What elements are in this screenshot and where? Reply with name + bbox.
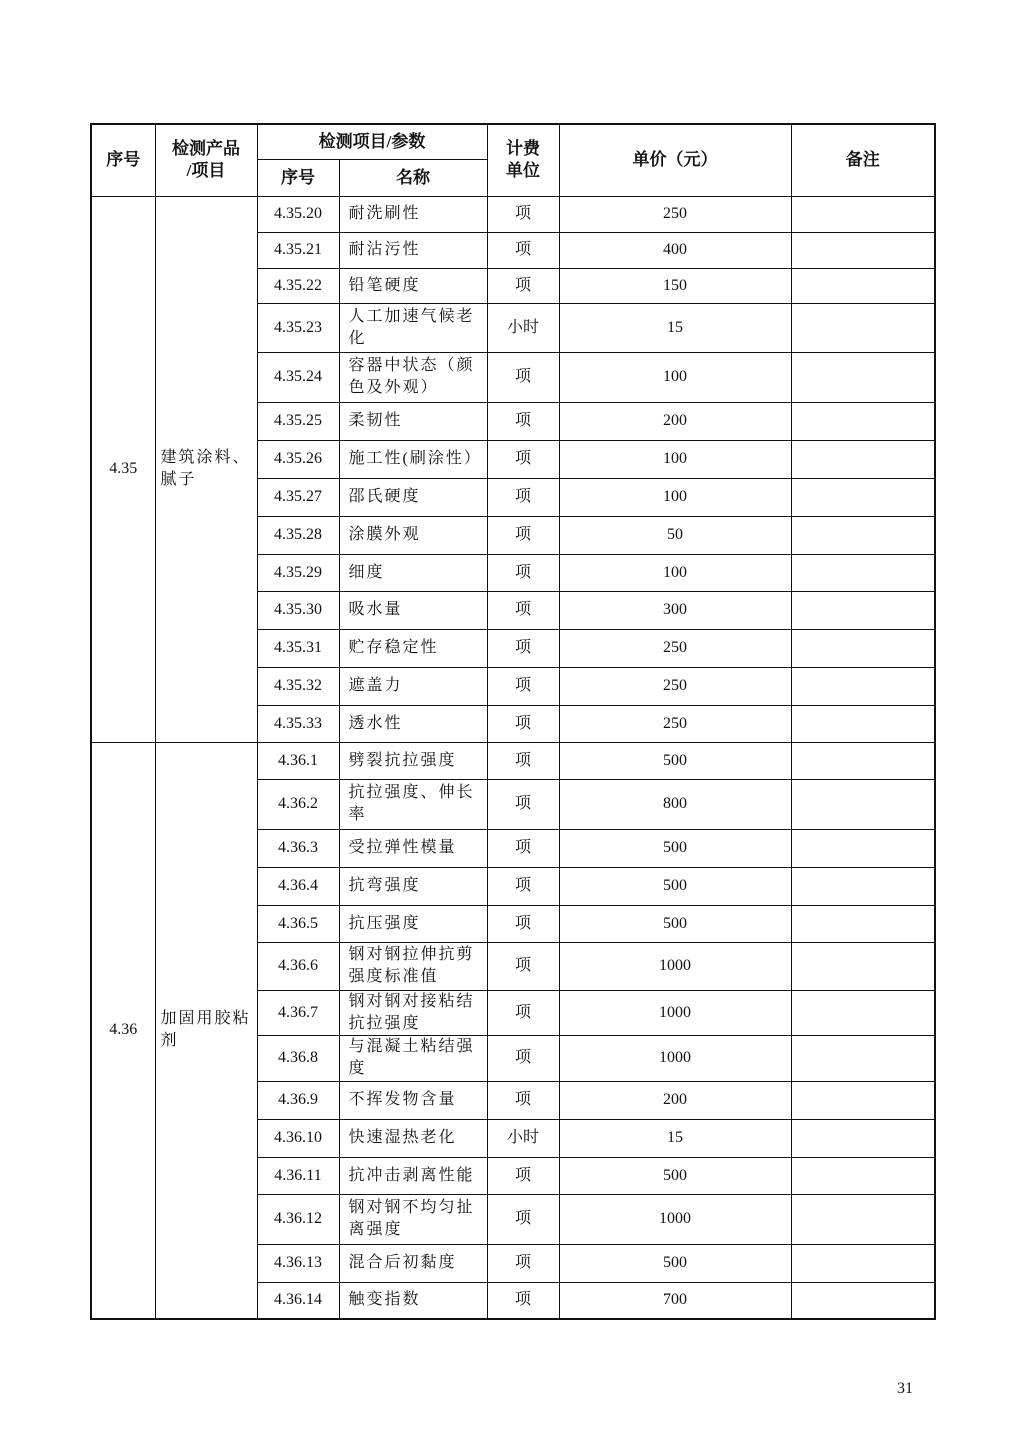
item-remark [791, 1244, 935, 1282]
item-name: 与混凝土粘结强度 [339, 1035, 487, 1081]
item-name: 遮盖力 [339, 667, 487, 705]
item-price: 500 [559, 1157, 791, 1194]
item-seq: 4.35.32 [257, 667, 339, 705]
header-item-group: 检测项目/参数 [257, 124, 487, 159]
item-unit: 小时 [487, 303, 559, 352]
header-remark: 备注 [791, 124, 935, 196]
page-number: 31 [897, 1380, 913, 1397]
item-price: 1000 [559, 942, 791, 990]
item-name: 钢对钢对接粘结抗拉强度 [339, 990, 487, 1035]
item-price: 700 [559, 1282, 791, 1319]
item-remark [791, 990, 935, 1035]
item-unit: 项 [487, 1035, 559, 1081]
item-unit: 项 [487, 1194, 559, 1244]
item-price: 300 [559, 591, 791, 629]
item-seq: 4.35.26 [257, 440, 339, 478]
header-seq: 序号 [91, 124, 155, 196]
item-price: 100 [559, 554, 791, 591]
item-name: 钢对钢拉伸抗剪强度标准值 [339, 942, 487, 990]
item-remark [791, 742, 935, 779]
item-unit: 项 [487, 629, 559, 667]
item-seq: 4.36.7 [257, 990, 339, 1035]
item-name: 耐沾污性 [339, 232, 487, 268]
item-unit: 项 [487, 352, 559, 402]
item-seq: 4.35.20 [257, 196, 339, 232]
item-remark [791, 478, 935, 516]
item-name: 抗压强度 [339, 905, 487, 942]
header-item-name: 名称 [339, 159, 487, 196]
item-remark [791, 867, 935, 905]
item-name: 抗冲击剥离性能 [339, 1157, 487, 1194]
item-name: 受拉弹性模量 [339, 829, 487, 867]
item-seq: 4.36.11 [257, 1157, 339, 1194]
item-seq: 4.35.30 [257, 591, 339, 629]
item-seq: 4.36.8 [257, 1035, 339, 1081]
item-remark [791, 1157, 935, 1194]
item-unit: 项 [487, 440, 559, 478]
item-seq: 4.35.24 [257, 352, 339, 402]
item-seq: 4.36.6 [257, 942, 339, 990]
item-remark [791, 667, 935, 705]
item-unit: 项 [487, 779, 559, 829]
item-name: 邵氏硬度 [339, 478, 487, 516]
item-unit: 项 [487, 1282, 559, 1319]
item-unit: 项 [487, 829, 559, 867]
item-name: 施工性(刷涂性） [339, 440, 487, 478]
item-unit: 项 [487, 990, 559, 1035]
item-unit: 项 [487, 591, 559, 629]
item-unit: 项 [487, 1081, 559, 1119]
item-seq: 4.35.27 [257, 478, 339, 516]
item-name: 铅笔硬度 [339, 268, 487, 303]
item-unit: 项 [487, 942, 559, 990]
group-product: 加固用胶粘剂 [155, 742, 257, 1319]
item-unit: 项 [487, 196, 559, 232]
item-seq: 4.35.21 [257, 232, 339, 268]
item-name: 快速湿热老化 [339, 1119, 487, 1157]
item-unit: 项 [487, 232, 559, 268]
item-unit: 项 [487, 516, 559, 554]
item-unit: 项 [487, 705, 559, 742]
item-remark [791, 268, 935, 303]
item-price: 1000 [559, 990, 791, 1035]
item-seq: 4.36.5 [257, 905, 339, 942]
item-unit: 项 [487, 268, 559, 303]
item-unit: 项 [487, 1157, 559, 1194]
item-unit: 项 [487, 905, 559, 942]
item-seq: 4.36.4 [257, 867, 339, 905]
item-remark [791, 591, 935, 629]
item-seq: 4.36.12 [257, 1194, 339, 1244]
item-remark [791, 402, 935, 440]
item-price: 800 [559, 779, 791, 829]
item-name: 贮存稳定性 [339, 629, 487, 667]
table-body [91, 196, 935, 1319]
item-remark [791, 829, 935, 867]
fee-table [90, 123, 936, 1320]
item-seq: 4.36.14 [257, 1282, 339, 1319]
item-price: 15 [559, 1119, 791, 1157]
item-price: 200 [559, 1081, 791, 1119]
group-seq: 4.36 [91, 742, 155, 1319]
table-row [91, 196, 935, 232]
item-name: 涂膜外观 [339, 516, 487, 554]
item-price: 500 [559, 742, 791, 779]
item-seq: 4.35.31 [257, 629, 339, 667]
header-product: 检测产品 /项目 [155, 124, 257, 196]
item-seq: 4.35.22 [257, 268, 339, 303]
item-unit: 项 [487, 742, 559, 779]
item-price: 100 [559, 440, 791, 478]
item-name: 人工加速气候老化 [339, 303, 487, 352]
item-name: 劈裂抗拉强度 [339, 742, 487, 779]
item-unit: 小时 [487, 1119, 559, 1157]
item-seq: 4.36.3 [257, 829, 339, 867]
item-price: 250 [559, 705, 791, 742]
item-seq: 4.35.29 [257, 554, 339, 591]
item-price: 15 [559, 303, 791, 352]
item-price: 500 [559, 829, 791, 867]
item-name: 容器中状态（颜色及外观） [339, 352, 487, 402]
item-seq: 4.36.1 [257, 742, 339, 779]
item-seq: 4.36.2 [257, 779, 339, 829]
item-remark [791, 905, 935, 942]
item-name: 细度 [339, 554, 487, 591]
item-unit: 项 [487, 1244, 559, 1282]
item-price: 250 [559, 629, 791, 667]
item-price: 1000 [559, 1035, 791, 1081]
item-seq: 4.36.13 [257, 1244, 339, 1282]
item-remark [791, 1035, 935, 1081]
item-remark [791, 303, 935, 352]
item-price: 250 [559, 196, 791, 232]
item-remark [791, 942, 935, 990]
header-price: 单价（元） [559, 124, 791, 196]
item-unit: 项 [487, 667, 559, 705]
header-item-seq: 序号 [257, 159, 339, 196]
item-price: 1000 [559, 1194, 791, 1244]
item-price: 150 [559, 268, 791, 303]
item-name: 抗拉强度、伸长率 [339, 779, 487, 829]
item-price: 100 [559, 478, 791, 516]
item-remark [791, 232, 935, 268]
item-name: 透水性 [339, 705, 487, 742]
item-seq: 4.36.10 [257, 1119, 339, 1157]
item-remark [791, 554, 935, 591]
item-remark [791, 705, 935, 742]
table-row [91, 742, 935, 779]
item-price: 500 [559, 867, 791, 905]
item-price: 100 [559, 352, 791, 402]
item-name: 吸水量 [339, 591, 487, 629]
item-unit: 项 [487, 554, 559, 591]
item-remark [791, 1119, 935, 1157]
item-name: 耐洗刷性 [339, 196, 487, 232]
item-seq: 4.35.23 [257, 303, 339, 352]
group-product: 建筑涂料、腻子 [155, 196, 257, 742]
item-remark [791, 516, 935, 554]
item-name: 不挥发物含量 [339, 1081, 487, 1119]
item-price: 200 [559, 402, 791, 440]
item-price: 500 [559, 1244, 791, 1282]
item-seq: 4.35.33 [257, 705, 339, 742]
item-name: 钢对钢不均匀扯离强度 [339, 1194, 487, 1244]
group-seq: 4.35 [91, 196, 155, 742]
header-unit: 计费 单位 [487, 124, 559, 196]
item-remark [791, 1081, 935, 1119]
item-price: 400 [559, 232, 791, 268]
item-unit: 项 [487, 402, 559, 440]
item-remark [791, 352, 935, 402]
item-remark [791, 629, 935, 667]
item-remark [791, 196, 935, 232]
item-name: 抗弯强度 [339, 867, 487, 905]
item-price: 500 [559, 905, 791, 942]
item-name: 触变指数 [339, 1282, 487, 1319]
item-remark [791, 440, 935, 478]
item-name: 柔韧性 [339, 402, 487, 440]
item-unit: 项 [487, 478, 559, 516]
item-remark [791, 1194, 935, 1244]
item-seq: 4.35.25 [257, 402, 339, 440]
item-remark [791, 1282, 935, 1319]
item-remark [791, 779, 935, 829]
item-seq: 4.35.28 [257, 516, 339, 554]
item-price: 50 [559, 516, 791, 554]
item-seq: 4.36.9 [257, 1081, 339, 1119]
item-price: 250 [559, 667, 791, 705]
item-name: 混合后初黏度 [339, 1244, 487, 1282]
item-unit: 项 [487, 867, 559, 905]
